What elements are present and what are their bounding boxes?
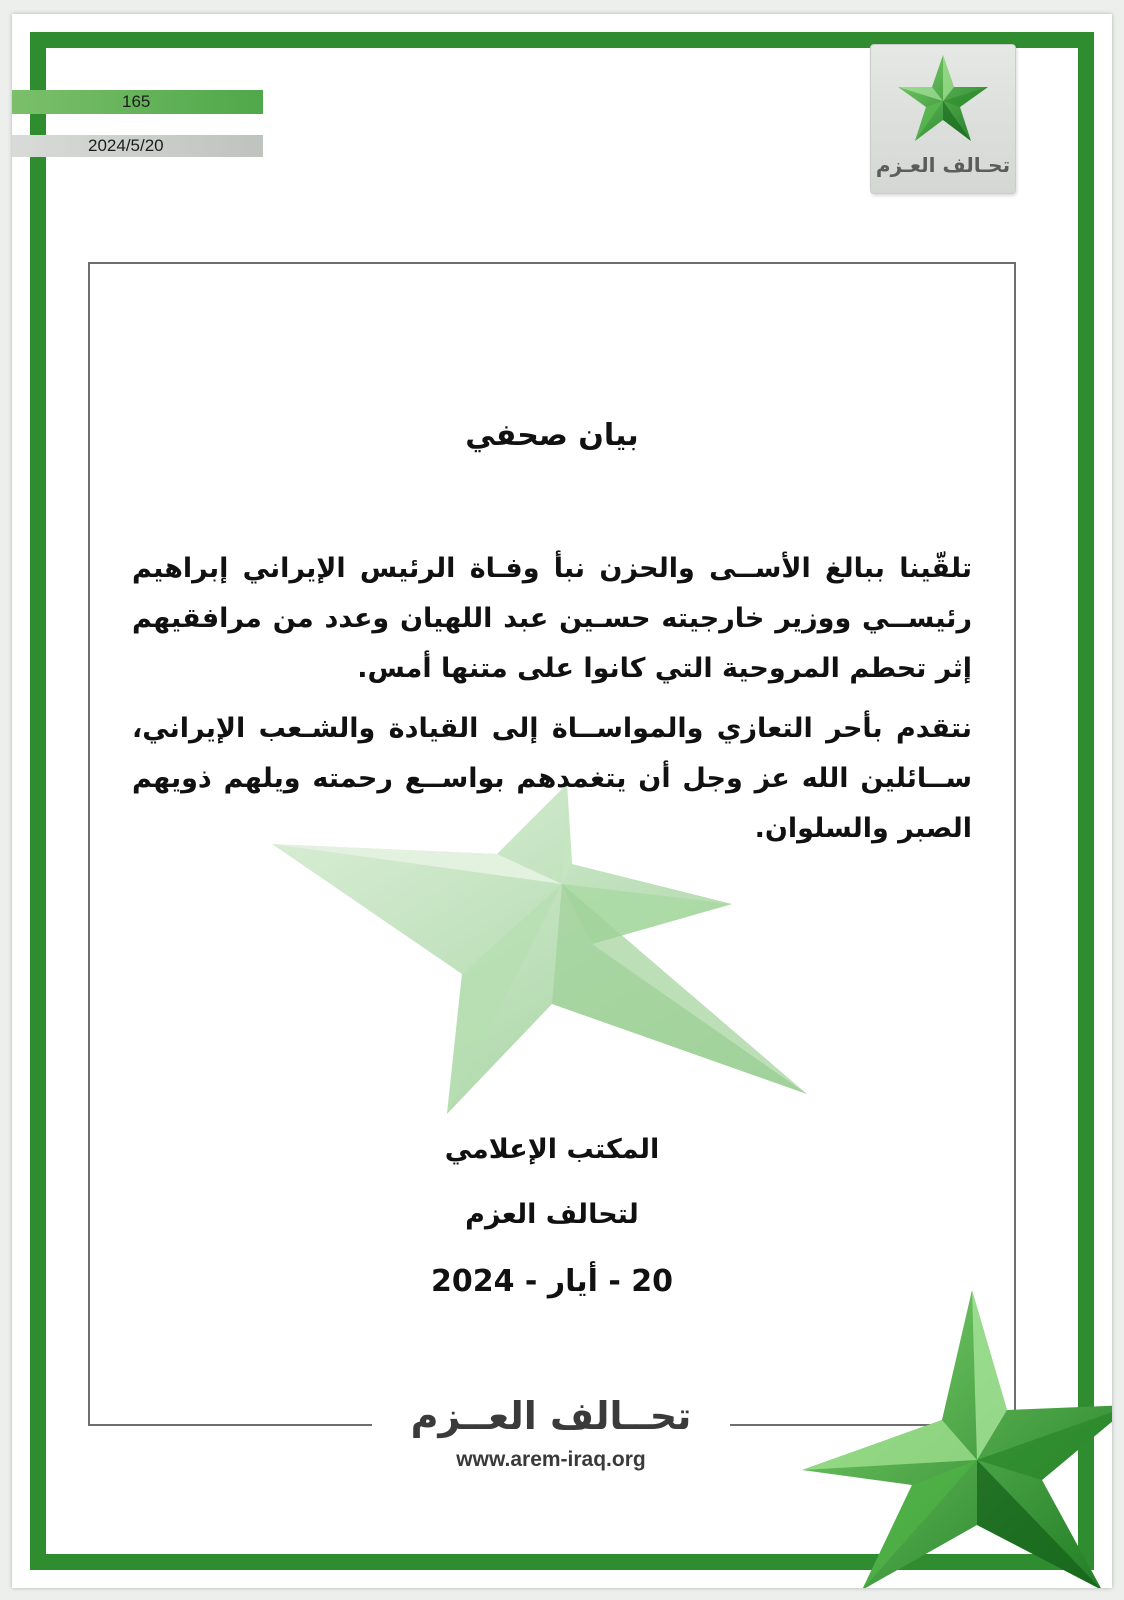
signature-date: 20 - أيار - 2024 (430, 1264, 673, 1299)
document-number-bar: 165 (12, 90, 263, 114)
signature-organization: لتحالف العزم (465, 1199, 639, 1230)
footer-website-link[interactable]: www.arem-iraq.org (456, 1448, 646, 1471)
logo-text: تحـالف العـزم (875, 153, 1011, 177)
corner-star-icon (802, 1290, 1112, 1588)
signature-office: المكتب الإعلامي (444, 1134, 660, 1165)
green-star-icon (893, 51, 993, 147)
frame-bottom-line-left (88, 1424, 372, 1426)
statement-paragraph-2: نتقدم بأحر التعازي والمواســاة إلى القيادة والشـعب الإيراني، ســائلين الله عز وجل أن يتغمدهم بواســع رحمته ويلهم ذويهم الصبر والسلوان. (132, 713, 972, 844)
alliance-logo (870, 44, 1016, 194)
document-page (12, 14, 1112, 1588)
statement-paragraph-1: تلقّينا ببالغ الأســى والحزن نبأ وفـاة الرئيس الإيراني إبراهيم رئيســي ووزير خارجيته حسـين عبد اللهيان وعدد من مرافقيهم إثر تحطم المروحية التي كانوا على متنها أمس. (132, 553, 972, 684)
statement-title: بيان صحفي (465, 418, 639, 453)
document-date-bar: 2024/5/20 (12, 135, 263, 157)
footer-brand: تحــالف العــزم (410, 1394, 692, 1438)
